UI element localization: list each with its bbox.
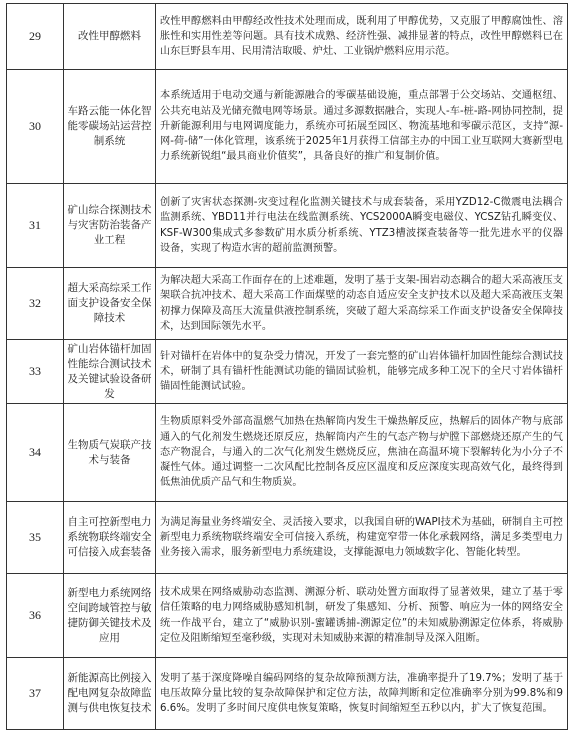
row-number: 37: [7, 658, 64, 730]
row-description: 本系统适用于电动交通与新能源融合的零碳基础设施，重点部署于公交场站、交通枢纽、公共充电站及光储充微电网等场景。通过多源数据融合，实现人-车-桩-路-网协同控制，提升新能源利用与电网调度能力，系统亦可拓展至园区、物流基地和零碳示范区，支持“源-网-荷-储”一体化管理，该系统于2025年1月获得工信部主办的中国工业互联网大赛新型电力系统新锐组“最具商业价值奖”，具备良好的推广和复制价值。: [156, 70, 568, 184]
row-project-name: 新能源高比例接入配电网复杂故障监测与供电恢复技术: [64, 658, 156, 730]
row-description: 生物质原料受外部高温燃气加热在热解筒内发生干燥热解反应，热解后的固体产物与底部通入的气化剂发生燃烧还原反应，热解筒内产生的气态产物与炉膛下部燃烧还原产生的气态产物混合，与通入的二次气化剂发生燃烧反应，焦油在高温环境下裂解转化为小分子不凝性气体。通过调整一二次风配比控制各反应区温度和反应深度实现高效气化，最终得到低焦油优质产品气和生物质炭。: [156, 404, 568, 502]
row-project-name: 矿山综合探测技术与灾害防治装备产业工程: [64, 184, 156, 268]
row-project-name: 车路云能一体化智能零碳场站运营控制系统: [64, 70, 156, 184]
row-number: 31: [7, 184, 64, 268]
row-description: 技术成果在网络威胁动态监测、溯源分析、联动处置方面取得了显著效果，建立了基于零信任策略的电力网络威胁感知机制，研发了集感知、分析、预警、响应为一体的网络安全统一作战平台，建立了“威胁识别-蜜罐诱捕-溯源定位”的未知威胁溯源定位体系，将威胁定位及阻断缩短至毫秒级，实现对未知威胁来源的精准制导及深入阻断。: [156, 574, 568, 658]
row-description: 针对锚杆在岩体中的复杂受力情况，开发了一套完整的矿山岩体锚杆加固性能综合测试技术，研制了具有锚杆性能测试功能的锚固试验机，能够完成多种工况下的全尺寸岩体锚杆锚固性能测试试验。: [156, 340, 568, 404]
row-project-name: 自主可控新型电力系统物联终端安全可信接入成套装备: [64, 502, 156, 574]
table-row: [7, 574, 568, 658]
table-row: [7, 340, 568, 404]
row-number: 29: [7, 4, 64, 70]
row-description: 发明了基于深度降噪自编码网络的复杂故障预测方法，准确率提升了19.7%；发明了基于电压故障分量比较的复杂故障保护和定位方法，故障判断和定位准确率分别为99.8%和96.6%。发明了多时间尺度供电恢复策略，恢复时间缩短至五秒以内，扩大了恢复范围。: [156, 658, 568, 730]
row-description: 改性甲醇燃料由甲醇经改性技术处理而成，既利用了甲醇优势，又克服了甲醇腐蚀性、溶胀性和实用性差等问题。具有技术成熟、经济性强、减排显著的特点，改性甲醇燃料已在山东巨野县车用、民用清洁取暖、炉灶、工业锅炉燃料应用示范。: [156, 4, 568, 70]
row-number: 36: [7, 574, 64, 658]
table-row: [7, 184, 568, 268]
row-project-name: 新型电力系统网络空间跨域管控与敏捷防御关键技术及应用: [64, 574, 156, 658]
row-number: 34: [7, 404, 64, 502]
row-number: 30: [7, 70, 64, 184]
row-number: 32: [7, 268, 64, 340]
row-number: 35: [7, 502, 64, 574]
table-row: [7, 404, 568, 502]
row-description: 为满足海量业务终端安全、灵活接入要求，以我国自研的WAPI技术为基础，研制自主可控新型电力系统物联终端安全可信接入系统，构建宽窄带一体化承载网络，满足多类型电力业务接入需求，服务新型电力系统建设，支撑能源电力领域数字化、智能化转型。: [156, 502, 568, 574]
table-row: [7, 70, 568, 184]
table-row: [7, 268, 568, 340]
row-description: 为解决超大采高工作面存在的上述难题，发明了基于支架-围岩动态耦合的超大采高液压支架联合抗冲技术、超大采高工作面煤壁的动态自适应安全支护技术以及超大采高液压支架初撑力保障及高压大流量供液控制系统，突破了超大采高综采工作面支护设备安全保障技术，达到国际领先水平。: [156, 268, 568, 340]
row-project-name: 矿山岩体锚杆加固性能综合测试技术及关键试验设备研发: [64, 340, 156, 404]
technology-table: [6, 3, 568, 730]
table-row: [7, 502, 568, 574]
row-project-name: 改性甲醇燃料: [64, 4, 156, 70]
table-row: [7, 658, 568, 730]
row-project-name: 超大采高综采工作面支护设备安全保障技术: [64, 268, 156, 340]
technology-table-document: [6, 3, 568, 730]
row-number: 33: [7, 340, 64, 404]
row-description: 创新了灾害状态探测-灾变过程化监测关键技术与成套装备，采用YZD12-C微震电法耦合监测系统、YBD11并行电法在线监测系统、YCS2000A瞬变电磁仪、YCSZ钻孔瞬变仪、KSF-W300集成式多参数矿用水质分析系统、YTZ3槽波探查装备等一批先进水平的仪器设备，实现了构造水害的超前监测预警。: [156, 184, 568, 268]
table-row: [7, 4, 568, 70]
row-project-name: 生物质气炭联产技术与装备: [64, 404, 156, 502]
